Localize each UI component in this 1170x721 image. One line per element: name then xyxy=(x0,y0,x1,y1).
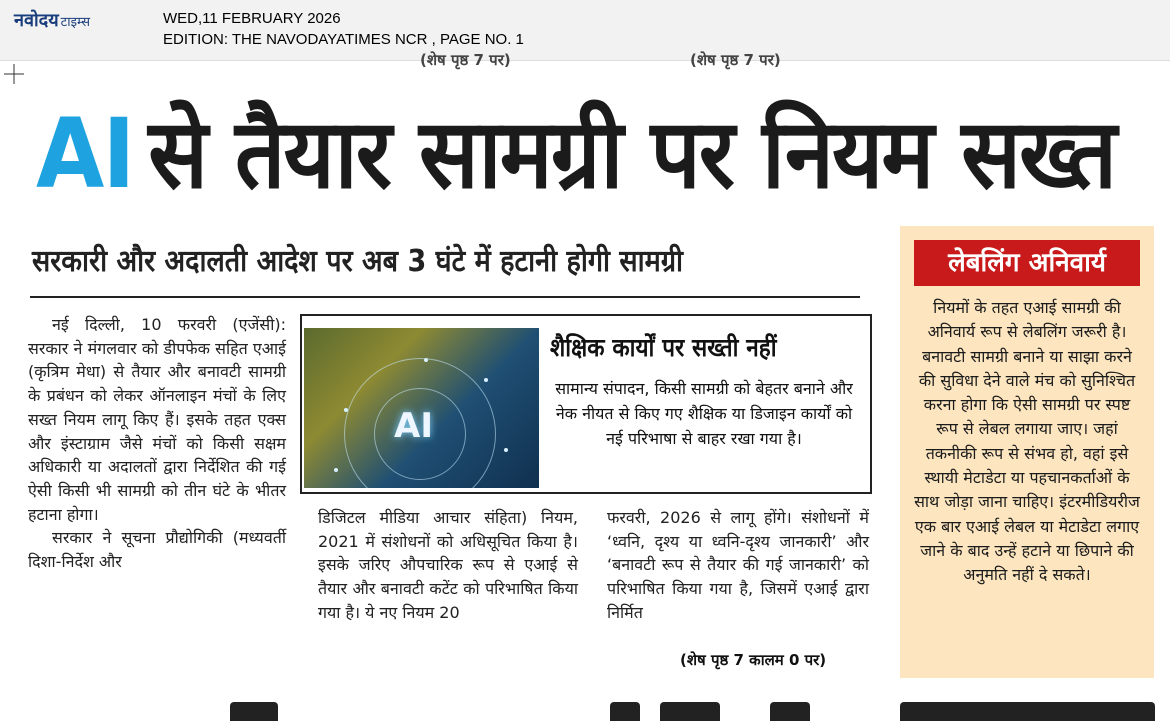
box-story-body: सामान्य संपादन, किसी सामग्री को बेहतर बनाने और नेक नीयत से किए गए शैक्षिक या डिजाइन कार्यों को नई परिभाषा से बाहर रखा गया है। xyxy=(555,379,853,448)
edition-line: EDITION: THE NAVODAYATIMES NCR , PAGE NO. 1 xyxy=(163,31,524,48)
network-dot xyxy=(344,408,348,412)
article-column-3 xyxy=(607,506,869,625)
network-dot xyxy=(484,378,488,382)
logo-suffix-text: टाइम्स xyxy=(60,15,90,30)
headline-divider xyxy=(30,296,860,298)
edition-header-bar xyxy=(0,0,1170,61)
article-paragraph: नई दिल्ली, 10 फरवरी (एजेंसी): सरकार ने मंगलवार को डीपफेक सहित एआई (कृत्रिम मेधा) से तैयार और बनावटी सामग्री के प्रबंधन को लेकर ऑनलाइन मंचों के लिए सख्त नियम लागू किए हैं। इसके तहत एक्स और इंस्टाग्राम जैसे मंचों को किसी सक्षम अधिकारी या अदालतों द्वारा निर्देशित की गई ऐसी किसी भी सामग्री को तीन घंटे के भीतर हटाना होगा। xyxy=(28,315,286,524)
labeling-sidebar xyxy=(900,226,1154,678)
network-dot xyxy=(334,468,338,472)
boxed-story xyxy=(300,314,872,494)
article-paragraph: फरवरी, 2026 से लागू होंगे। संशोधनों में ‘ध्वनि, दृश्य या ध्वनि-दृश्य जानकारी’ और ‘बनावटी रूप से तैयार की गई जानकारी’ को परिभाषित किया गया है, जिसमें एआई द्वारा निर्मित xyxy=(607,508,869,622)
edition-meta xyxy=(163,8,524,50)
cut-glyph xyxy=(610,702,640,721)
headline-rest: से तैयार सामग्री पर नियम सख्त xyxy=(148,98,1116,210)
headline-ai: AI xyxy=(36,98,134,210)
article-column-1 xyxy=(28,313,286,574)
navodaya-times-logo[interactable] xyxy=(14,8,90,32)
network-dot xyxy=(504,448,508,452)
image-ai-label: AI xyxy=(394,406,433,446)
date-line: WED,11 FEBRUARY 2026 xyxy=(163,10,341,27)
logo-main-text: नवोदय xyxy=(14,10,59,31)
box-story-title: शैक्षिक कार्यों पर सख्ती नहीं xyxy=(550,333,777,362)
network-dot xyxy=(424,358,428,362)
sub-headline: सरकारी और अदालती आदेश पर अब 3 घंटे में हटानी होगी सामग्री xyxy=(32,244,684,279)
cut-glyph xyxy=(230,702,278,721)
crosshair-icon xyxy=(4,64,24,84)
article-paragraph: सरकार ने सूचना प्रौद्योगिकी (मध्यवर्ती दिशा-निर्देश और xyxy=(28,528,286,572)
next-headline-fragment xyxy=(0,700,1170,721)
article-column-2 xyxy=(318,506,578,625)
top-cut-reference-left: (शेष पृष्ठ 7 पर) xyxy=(420,51,511,69)
cut-glyph xyxy=(770,702,810,721)
continued-reference: (शेष पृष्ठ 7 कालम 0 पर) xyxy=(680,651,827,669)
main-headline xyxy=(36,84,1116,224)
ai-illustration-image xyxy=(304,328,539,488)
article-paragraph: डिजिटल मीडिया आचार संहिता) नियम, 2021 में संशोधनों को अधिसूचित किया है। इसके जरिए औपचारिक रूप से एआई से तैयार और बनावटी कटेंट को परिभाषित किया गया है। ये नए नियम 20 xyxy=(318,508,578,622)
sidebar-body: नियमों के तहत एआई सामग्री की अनिवार्य रूप से लेबलिंग जरूरी है। बनावटी सामग्री बनाने या साझा करने की सुविधा देने वाले मंच को सुनिश्चित करना होगा कि ऐसी सामग्री पर स्पष्ट रूप से लेबल लगाया जाए। जहां तकनीकी रूप से संभव हो, वहां इसे स्थायी मेटाडेटा या पहचानकर्ताओं के साथ जोड़ा जाना चाहिए। इंटरमीडियरीज एक बार एआई लेबल या मेटाडेटा लगाए जाने के बाद उन्हें हटाने या छिपाने की अनुमति नहीं दे सकते। xyxy=(914,298,1140,585)
cut-glyph xyxy=(900,702,1155,721)
sidebar-label: लेबलिंग अनिवार्य xyxy=(914,240,1140,286)
cut-glyph xyxy=(660,702,720,721)
top-cut-reference-right: (शेष पृष्ठ 7 पर) xyxy=(690,51,781,69)
